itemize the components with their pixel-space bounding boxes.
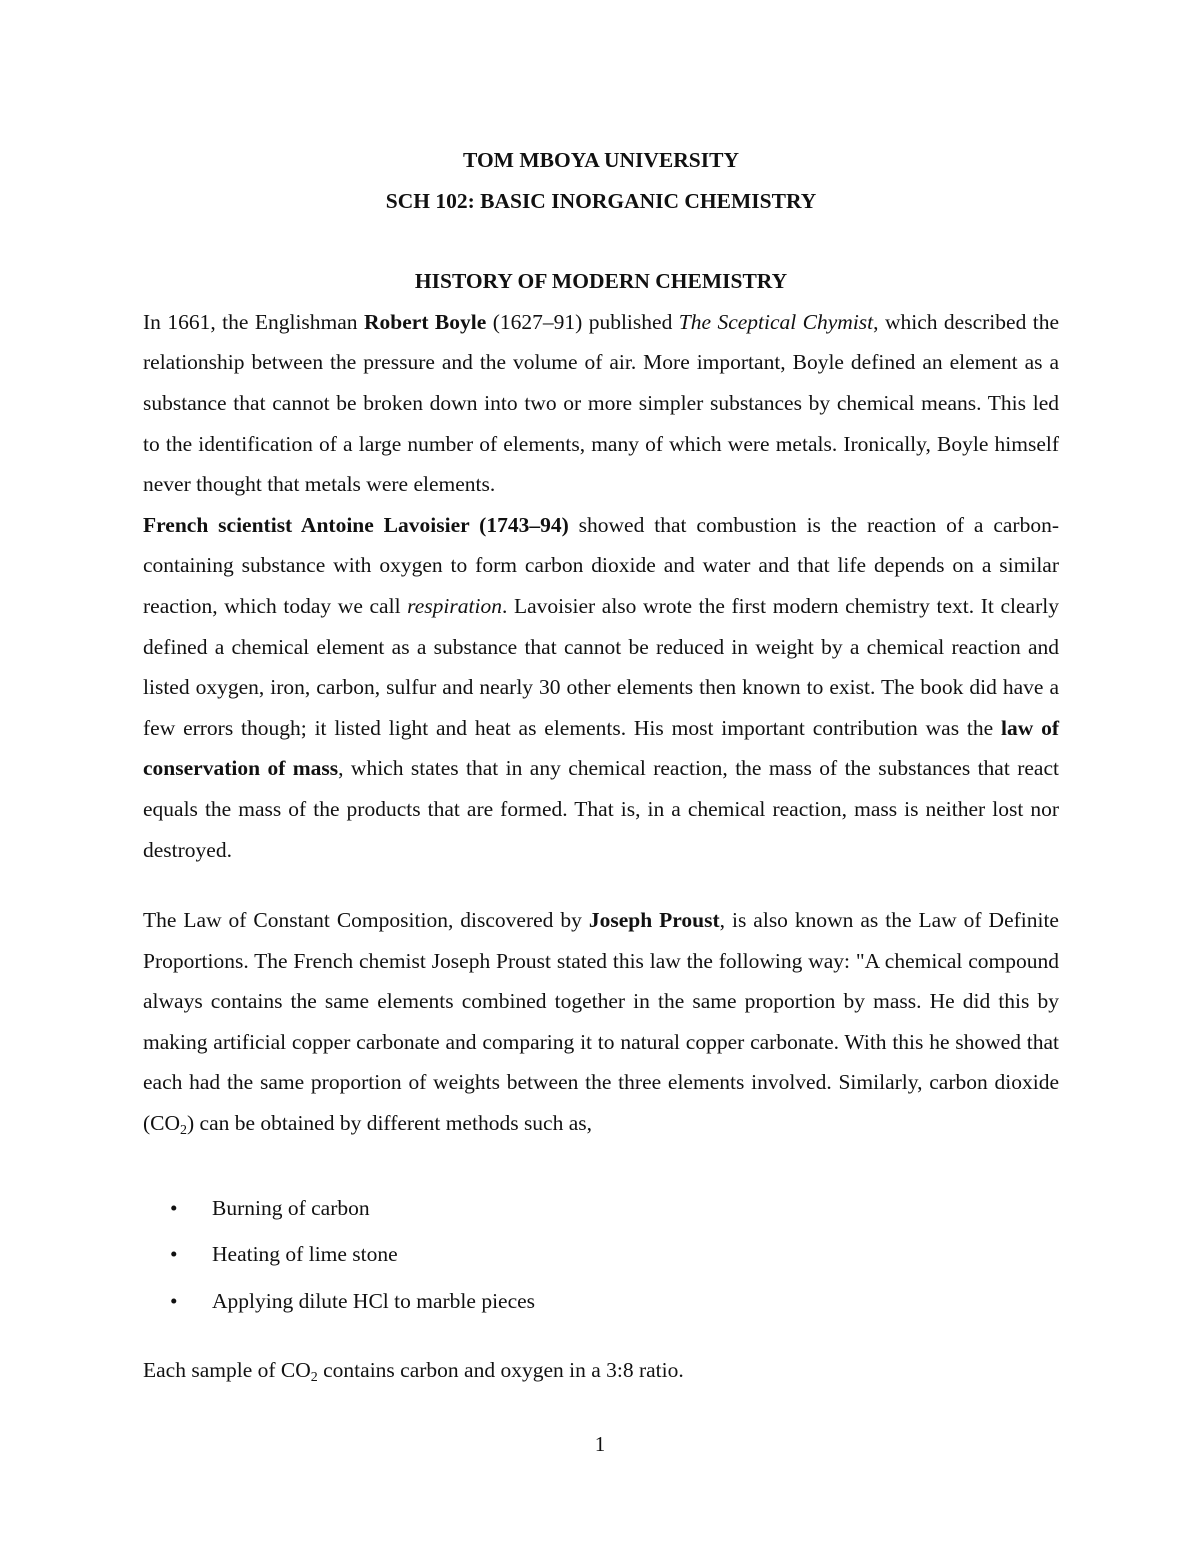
proust-text-3: ) can be obtained by different methods such as, — [187, 1111, 593, 1136]
boyle-name: Robert Boyle — [364, 309, 487, 334]
closing-text-1: Each sample of CO — [143, 1358, 311, 1383]
section-title: HISTORY OF MODERN CHEMISTRY — [414, 269, 788, 294]
boyle-text-2: (1627–91) published — [486, 309, 679, 334]
boyle-paragraph — [143, 302, 1059, 505]
page-content — [143, 140, 1059, 1391]
proust-text-1: The Law of Constant Composition, discovered by — [143, 908, 589, 933]
closing-sentence — [143, 1350, 1059, 1391]
proust-text-2: , is also known as the Law of Definite Proportions. The French chemist Joseph Proust stated this law the following way: "A chemical compound always contains the same elements combined together in the same proportion by mass. He did this by making artificial copper carbonate and comparing it to natural copper carbonate. With this he showed that each had the same proportion of weights between the three elements involved. Similarly, carbon dioxide (CO — [143, 908, 1059, 1136]
book-title: The Sceptical Chymist — [678, 309, 874, 334]
boyle-text-3: , which described the relationship between the pressure and the volume of air. More important, Boyle defined an element as a substance that cannot be broken down into two or more simpler substances by chemical means. This led to the identification of a large number of elements, many of which were metals. Ironically, Boyle himself never thought that metals were elements. — [143, 309, 1060, 497]
page-number: 1 — [594, 1432, 606, 1456]
list-item — [143, 1188, 1059, 1235]
list-item-label: Applying dilute HCl to marble pieces — [212, 1288, 536, 1313]
boyle-text-1: In 1661, the Englishman — [143, 309, 364, 334]
co2-methods-list — [143, 1188, 1059, 1328]
conservation-law-term: law of conservation of mass — [143, 715, 1059, 781]
proust-name: Joseph Proust — [588, 908, 720, 933]
bullet-icon: • — [170, 1195, 178, 1220]
lavoisier-name: French scientist Antoine Lavoisier (1743–94) — [143, 512, 569, 537]
list-item — [143, 1281, 1059, 1328]
co2-subscript: 2 — [310, 1370, 318, 1386]
lavoisier-text-3: , which states that in any chemical reaction, the mass of the substances that react equals the mass of the products that are formed. That is, in a chemical reaction, mass is neither lost nor destroyed. — [143, 756, 1059, 862]
list-item — [143, 1234, 1059, 1281]
co2-subscript: 2 — [180, 1123, 188, 1139]
university-heading: TOM MBOYA UNIVERSITY — [463, 148, 739, 172]
course-heading: SCH 102: BASIC INORGANIC CHEMISTRY — [385, 188, 817, 213]
proust-paragraph — [143, 900, 1059, 1144]
bullet-icon: • — [170, 1242, 178, 1267]
list-item-label: Heating of lime stone — [212, 1242, 398, 1267]
bullet-icon: • — [170, 1288, 178, 1313]
heading-spacer — [143, 221, 1059, 261]
closing-text-2: contains carbon and oxygen in a 3:8 ratio. — [317, 1358, 684, 1383]
list-item-label: Burning of carbon — [212, 1195, 370, 1220]
lavoisier-text-1: showed that combustion is the reaction of a carbon-containing substance with oxygen to form carbon dioxide and water and that life depends on a similar reaction, which today we call — [143, 512, 1059, 618]
lavoisier-paragraph — [143, 505, 1059, 870]
lavoisier-text-2: . Lavoisier also wrote the first modern chemistry text. It clearly defined a chemical element as a substance that cannot be reduced in weight by a chemical reaction and listed oxygen, iron, carbon, sulfur and nearly 30 other elements then known to exist. The book did have a few errors though; it listed light and heat as elements. His most important contribution was the — [143, 593, 1059, 740]
respiration-term: respiration — [407, 593, 502, 618]
